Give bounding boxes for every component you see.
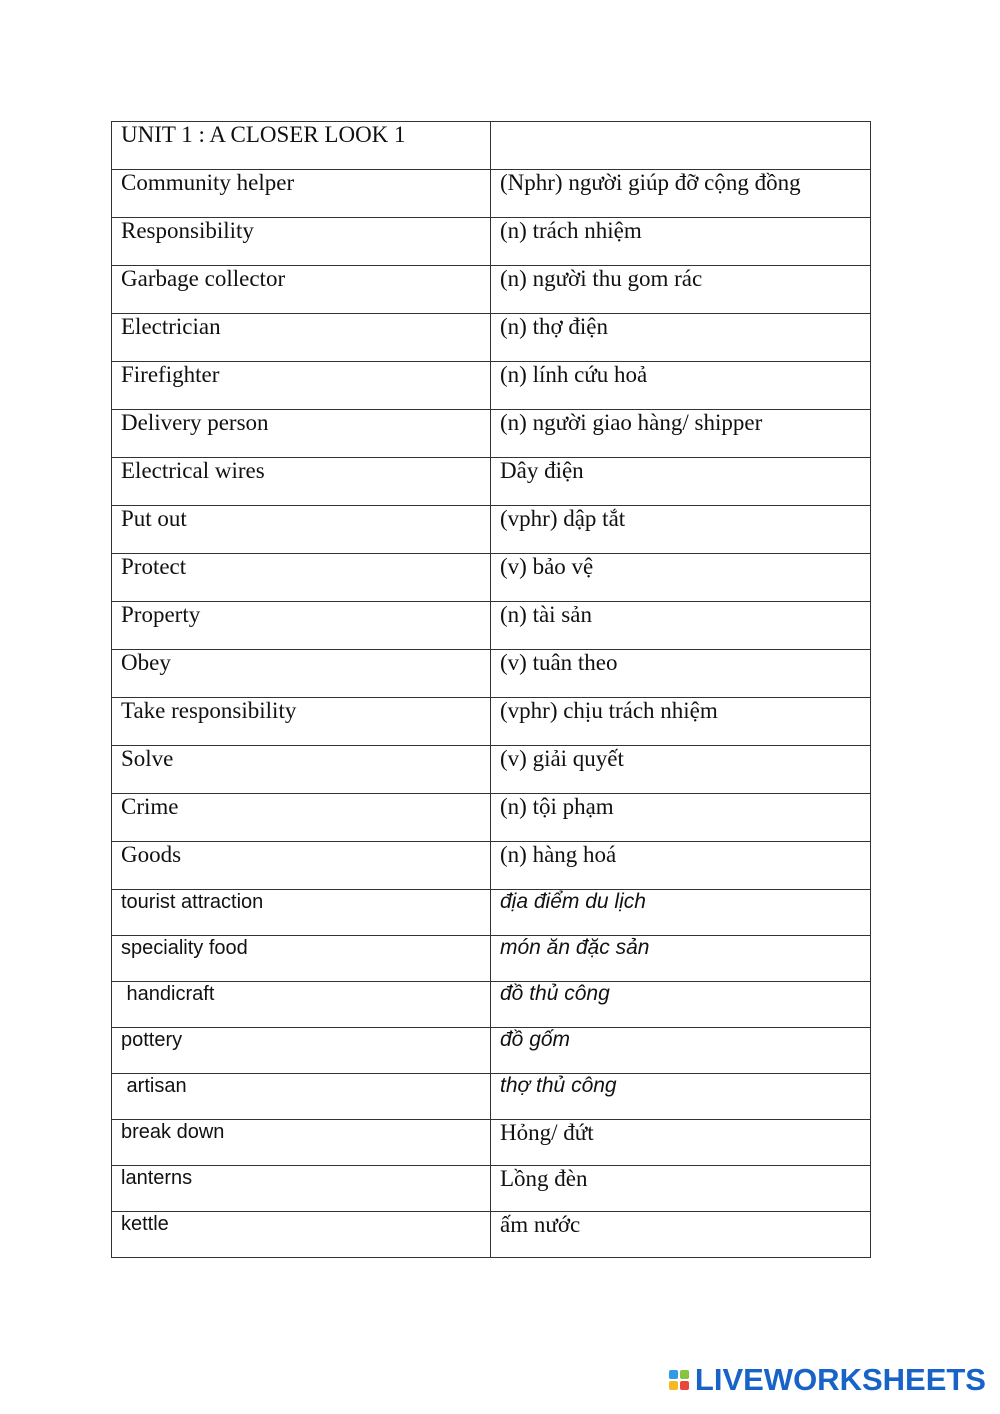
meaning-cell: (vphr) chịu trách nhiệm: [491, 698, 871, 746]
table-row: [112, 266, 871, 314]
table-header-row: [112, 122, 871, 170]
term-cell: Goods: [112, 842, 491, 890]
logo-square-blue: [669, 1370, 678, 1379]
meaning-cell: thợ thủ công: [491, 1074, 871, 1120]
table-row: [112, 218, 871, 266]
header-meaning-cell: [491, 122, 871, 170]
term-cell: artisan: [112, 1074, 491, 1120]
table-row: [112, 698, 871, 746]
logo-text: LIVEWORKSHEETS: [694, 1362, 986, 1397]
logo-square-green: [680, 1370, 689, 1379]
term-cell: Community helper: [112, 170, 491, 218]
term-cell: Protect: [112, 554, 491, 602]
meaning-cell: (n) trách nhiệm: [491, 218, 871, 266]
meaning-cell: (n) người thu gom rác: [491, 266, 871, 314]
meaning-cell: (n) thợ điện: [491, 314, 871, 362]
meaning-cell: đồ thủ công: [491, 982, 871, 1028]
table-row: [112, 1120, 871, 1166]
meaning-cell: (v) tuân theo: [491, 650, 871, 698]
term-cell: speciality food: [112, 936, 491, 982]
unit-title: UNIT 1 : A CLOSER LOOK 1: [112, 122, 491, 170]
meaning-cell: (vphr) dập tắt: [491, 506, 871, 554]
term-cell: pottery: [112, 1028, 491, 1074]
term-cell: Take responsibility: [112, 698, 491, 746]
term-cell: Electrical wires: [112, 458, 491, 506]
table-row: [112, 890, 871, 936]
meaning-cell: (n) hàng hoá: [491, 842, 871, 890]
term-cell: Responsibility: [112, 218, 491, 266]
liveworksheets-logo: [669, 1362, 986, 1398]
logo-grid-icon: [669, 1370, 689, 1390]
table-row: [112, 506, 871, 554]
term-cell: Obey: [112, 650, 491, 698]
table-row: [112, 554, 871, 602]
meaning-cell: đồ gốm: [491, 1028, 871, 1074]
meaning-cell: (n) người giao hàng/ shipper: [491, 410, 871, 458]
term-cell: lanterns: [112, 1166, 491, 1212]
vocabulary-table: [111, 121, 871, 1258]
table-row: [112, 794, 871, 842]
term-cell: Delivery person: [112, 410, 491, 458]
meaning-cell: (Nphr) người giúp đỡ cộng đồng: [491, 170, 871, 218]
term-cell: Electrician: [112, 314, 491, 362]
logo-square-red: [680, 1381, 689, 1390]
term-cell: Firefighter: [112, 362, 491, 410]
term-cell: break down: [112, 1120, 491, 1166]
meaning-cell: món ăn đặc sản: [491, 936, 871, 982]
table-row: [112, 362, 871, 410]
meaning-cell: (v) giải quyết: [491, 746, 871, 794]
table-row: [112, 602, 871, 650]
term-cell: tourist attraction: [112, 890, 491, 936]
meaning-cell: (v) bảo vệ: [491, 554, 871, 602]
table-row: [112, 314, 871, 362]
table-row: [112, 842, 871, 890]
table-row: [112, 1028, 871, 1074]
table-row: [112, 746, 871, 794]
table-row: [112, 1074, 871, 1120]
table-row: [112, 410, 871, 458]
term-cell: Garbage collector: [112, 266, 491, 314]
term-cell: Put out: [112, 506, 491, 554]
term-cell: Crime: [112, 794, 491, 842]
meaning-cell: (n) tài sản: [491, 602, 871, 650]
table-row: [112, 458, 871, 506]
meaning-cell: ấm nước: [491, 1212, 871, 1258]
table-row: [112, 650, 871, 698]
table-row: [112, 1166, 871, 1212]
meaning-cell: Dây điện: [491, 458, 871, 506]
meaning-cell: địa điểm du lịch: [491, 890, 871, 936]
term-cell: Property: [112, 602, 491, 650]
meaning-cell: (n) lính cứu hoả: [491, 362, 871, 410]
term-cell: handicraft: [112, 982, 491, 1028]
meaning-cell: Hỏng/ đứt: [491, 1120, 871, 1166]
meaning-cell: (n) tội phạm: [491, 794, 871, 842]
table-row: [112, 936, 871, 982]
table-row: [112, 982, 871, 1028]
term-cell: Solve: [112, 746, 491, 794]
table-row: [112, 170, 871, 218]
logo-square-yellow: [669, 1381, 678, 1390]
meaning-cell: Lồng đèn: [491, 1166, 871, 1212]
table-row: [112, 1212, 871, 1258]
term-cell: kettle: [112, 1212, 491, 1258]
